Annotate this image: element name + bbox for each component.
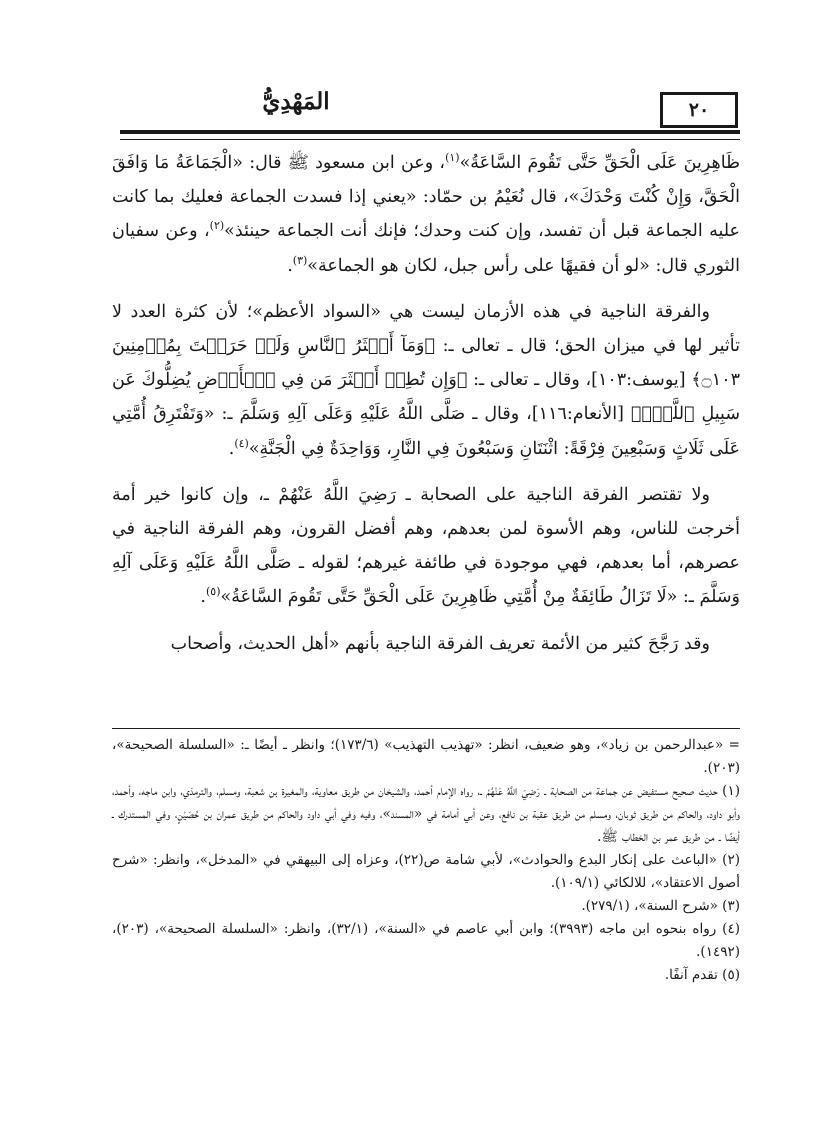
main-text bbox=[112, 146, 740, 661]
footnote-continuation: = «عبدالرحمن بن زياد»، وهو ضعيف، انظر: «تهذيب التهذيب» (١٧٣/٦)؛ وانظر ـ أيضًا ـ: «السلسلة الصحيحة»، (٢٠٣). bbox=[112, 737, 740, 776]
paragraph-1 bbox=[112, 146, 740, 283]
header-rule-thick bbox=[120, 130, 740, 134]
footnote-ref-1: (١) bbox=[445, 151, 460, 165]
paragraph-3 bbox=[112, 478, 740, 615]
page-number: ٢٠ bbox=[660, 92, 738, 128]
paragraph-1-text-a: ظَاهِرِينَ عَلَى الْحَقِّ حَتَّى تَقُومَ السَّاعَةُ» bbox=[459, 153, 741, 173]
paragraph-1-text-c: ، وعن سفيان الثوري قال: «لو أن فقيهًا على رأس جبل، لكان هو الجماعة» bbox=[112, 221, 740, 276]
paragraph-1-text-b: ، وعن ابن مسعود ﷺ قال: «الْجَمَاعَةُ مَا وَافَقَ الْحَقَّ، وَإِنْ كُنْتَ وَحْدَكَ»، قال نُعَيْمُ بن حمّاد: «يعني إذا فسدت الجماعة فعليك بما كانت عليه الجماعة قبل أن تفسد، وإن كنت وحدك؛ فإنك أنت الجماعة حينئذ» bbox=[112, 153, 740, 242]
footnote-3: (٣) «شرح السنة»، (٢٧٩/١). bbox=[581, 898, 740, 914]
footnote-ref-5: (٥) bbox=[206, 585, 221, 599]
paragraph-2-text-b: . bbox=[228, 438, 235, 459]
footnote-ref-3: (٣) bbox=[292, 253, 308, 267]
footnotes bbox=[112, 734, 740, 987]
footnote-1: (١) حديث صحيح مستفيض عن جماعة من الصحابة ـ رَضِيَ اللَّهُ عَنْهُمْ ـ، رواه الإمام أحمد، والشيخان من طريق معاوية، والمغيرة بن شعبة، ومسلم، والترمذي، وابن ماجه، وأحمد، وأبو داود، والحاكم من طريق ثوبان، ومسلم من طريق عقبة بن نافع، وعن أبي أمامة في «المسند»، وفيه وفي أبي داود والحاكم من طريق عمران بن حُصَيْنٍ، وفي المستدرك ـ أيضًا ـ من طريق عمر بن الخطاب ﷺ. bbox=[112, 783, 740, 845]
footnote-ref-4: (٤) bbox=[234, 436, 249, 450]
paragraph-2 bbox=[112, 295, 740, 466]
paragraph-3-text-a: ولا تقتصر الفرقة الناجية على الصحابة ـ رَضِيَ اللَّهُ عَنْهُمْ ـ، وإن كانوا خير أمة أخرجت للناس، وهم الأسوة لمن بعدهم، وهم أفضل القرون، وهم الفرقة الناجية في عصرهم، أما بعدهم، فهي موجودة في طائفة غيرهم؛ لقوله ـ صَلَّى اللَّهُ عَلَيْهِ وَعَلَى آلِهِ وَسَلَّمَ ـ: «لَا تَزَالُ طَائِفَةٌ مِنْ أُمَّتِي ظَاهِرِينَ عَلَى الْحَقِّ حَتَّى تَقُومَ السَّاعَةُ» bbox=[112, 484, 740, 608]
header-rule-thin bbox=[120, 139, 740, 140]
footnote-separator bbox=[112, 728, 740, 729]
paragraph-4: وقد رَجَّحَ كثير من الأئمة تعريف الفرقة الناجية بأنهم «أهل الحديث، وأصحاب bbox=[170, 633, 710, 654]
paragraph-1-text-d: . bbox=[287, 255, 293, 276]
footnote-4: (٤) رواه بنحوه ابن ماجه (٣٩٩٣)؛ وابن أبي عاصم في «السنة»، (٣٢/١)، وانظر: «السلسلة الصحيحة»، (٢٠٣)، (١٤٩٢). bbox=[112, 921, 741, 960]
footnote-2: (٢) «الباعث على إنكار البدع والحوادث»، لأبي شامة ص(٢٢)، وعزاه إلى البيهقي في «المدخل»، وانظر: «شرح أصول الاعتقاد»، للالكائي (١٠٩/١). bbox=[112, 852, 740, 891]
paragraph-3-text-b: . bbox=[200, 587, 206, 608]
running-title: المَهْدِيُّ bbox=[262, 88, 330, 115]
footnote-5: (٥) تقدم آنفًا. bbox=[664, 967, 740, 983]
paragraph-2-text-a: والفرقة الناجية في هذه الأزمان ليست هي «السواد الأعظم»؛ لأن كثرة العدد لا تأثير لها في ميزان الحق؛ قال ـ تعالى ـ: ﴿وَمَآ أَكۡثَرُ ٱلنَّاسِ وَلَوۡ حَرَصۡتَ بِمُؤۡمِنِينَ ۝١٠٣﴾ [يوسف:١٠٣]، وقال ـ تعالى ـ: ﴿وَإِن تُطِعۡ أَكۡثَرَ مَن فِي ٱلۡأَرۡضِ يُضِلُّوكَ عَن سَبِيلِ ٱللَّهِۚ﴾ [الأنعام:١١٦]، وقال ـ صَلَّى اللَّهُ عَلَيْهِ وَعَلَى آلِهِ وَسَلَّمَ ـ: «وَتَفْتَرِقُ أُمَّتِي عَلَى ثَلَاثٍ وَسَبْعِينَ فِرْقَةً: اثْنَتَانِ وَسَبْعُونَ فِي النَّارِ، وَوَاحِدَةٌ فِي الْجَنَّةِ» bbox=[112, 301, 740, 459]
footnote-ref-2: (٢) bbox=[209, 219, 225, 233]
